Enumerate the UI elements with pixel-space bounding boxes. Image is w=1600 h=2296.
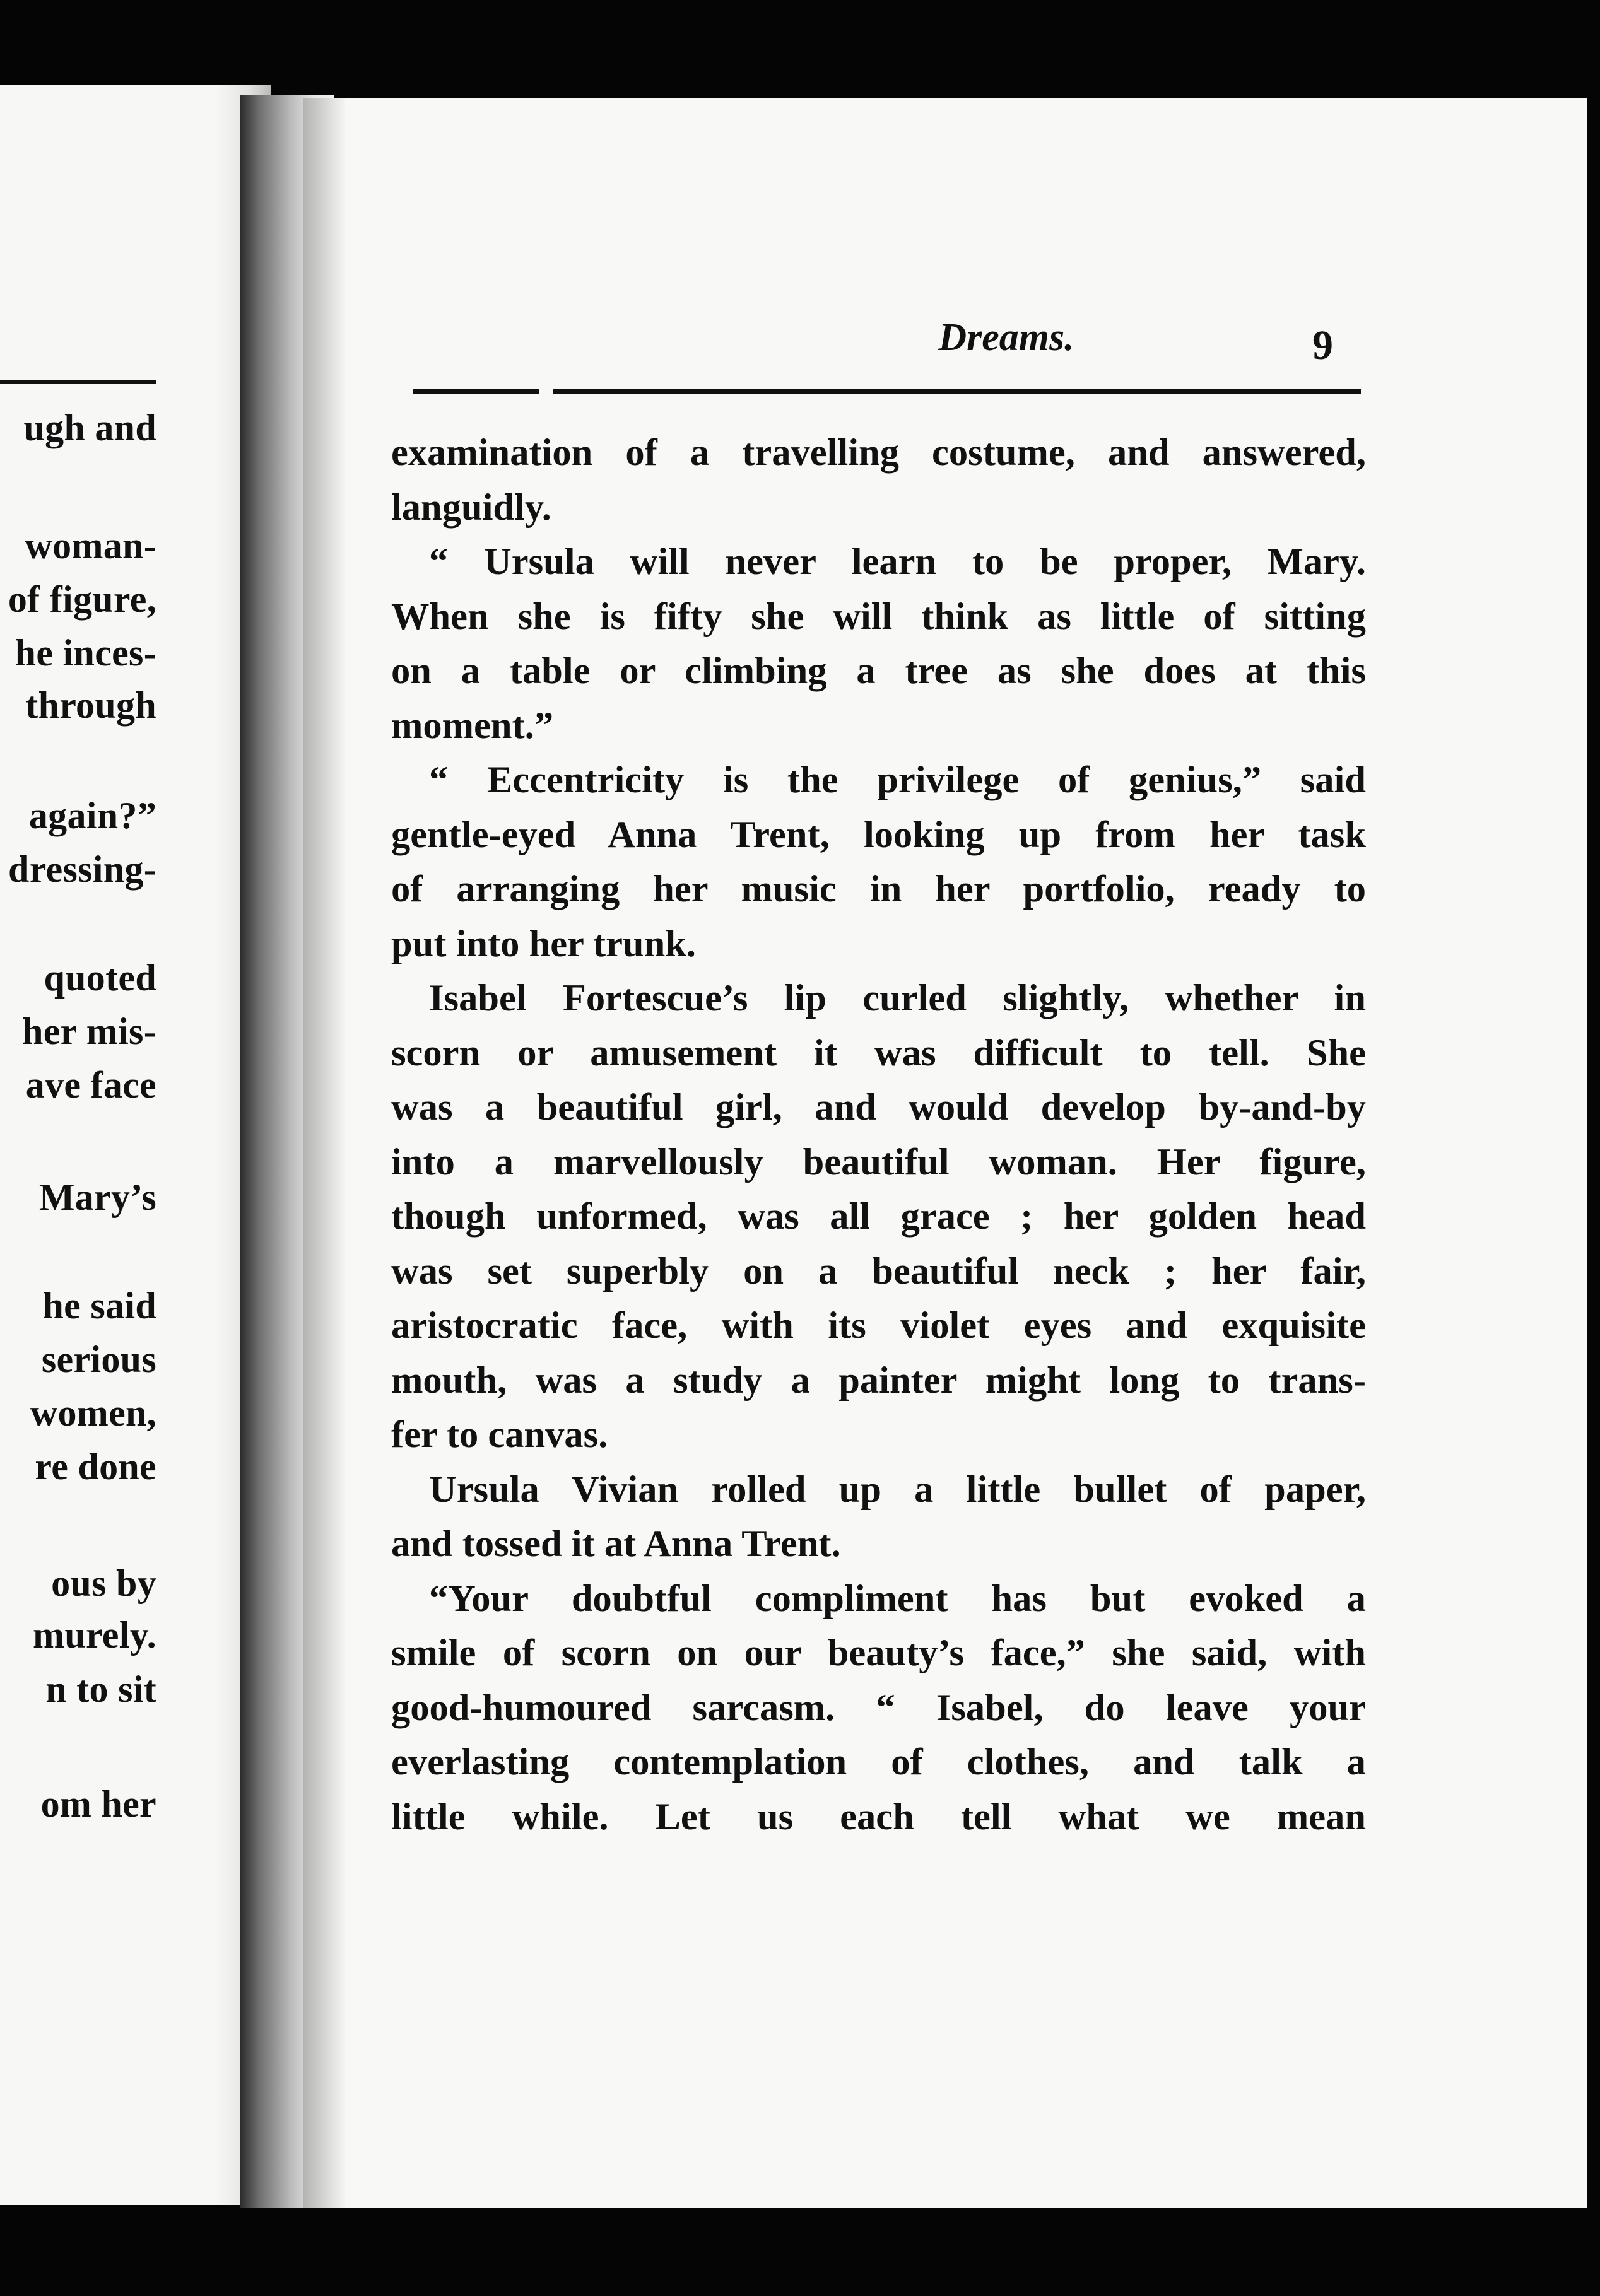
- left-page-line: he inces-: [15, 632, 156, 674]
- text-line: was set superbly on a beautiful neck ; her fair,: [391, 1250, 1366, 1292]
- text-line: smile of scorn on our beauty’s face,” she said, with: [391, 1632, 1366, 1674]
- text-line: of arranging her music in her portfolio, ready to: [391, 868, 1366, 910]
- left-page-line: women,: [30, 1392, 156, 1434]
- left-page-line: he said: [42, 1285, 156, 1327]
- left-page-line: woman-: [25, 525, 156, 566]
- left-page-line: quoted: [44, 957, 156, 999]
- text-line: “Your doubtful compliment has but evoked a: [429, 1577, 1366, 1620]
- text-line: everlasting contemplation of clothes, and talk a: [391, 1741, 1366, 1783]
- right-page: [303, 98, 1587, 2208]
- left-page-head-rule: [0, 380, 156, 384]
- text-line: and tossed it at Anna Trent.: [391, 1523, 841, 1565]
- left-page-line: ugh and: [23, 407, 156, 448]
- left-page-line: ave face: [25, 1064, 156, 1106]
- left-page-line: again?”: [28, 795, 156, 836]
- left-page-line: n to sit: [45, 1668, 156, 1710]
- text-line: languidly.: [391, 486, 551, 529]
- left-page-line: om her: [40, 1783, 156, 1825]
- text-line: Isabel Fortescue’s lip curled slightly, whether in: [429, 977, 1366, 1019]
- left-page-line: serious: [41, 1338, 156, 1380]
- text-line: “ Ursula will never learn to be proper, Mary.: [429, 541, 1366, 583]
- text-line: fer to canvas.: [391, 1414, 608, 1456]
- text-line: good-humoured sarcasm. “ Isabel, do leave your: [391, 1686, 1366, 1729]
- left-page-line: of figure,: [8, 578, 156, 620]
- text-line: aristocratic face, with its violet eyes and exquisite: [391, 1304, 1366, 1347]
- head-rule: [553, 389, 1361, 394]
- text-line: mouth, was a study a painter might long to trans-: [391, 1359, 1366, 1402]
- text-line: though unformed, was all grace ; her golden head: [391, 1195, 1366, 1238]
- text-line: moment.”: [391, 704, 554, 747]
- text-line: gentle-eyed Anna Trent, looking up from her task: [391, 813, 1366, 856]
- text-line: put into her trunk.: [391, 922, 696, 965]
- text-line: into a marvellously beautiful woman. Her figure,: [391, 1140, 1366, 1183]
- left-page-line: murely.: [33, 1614, 156, 1656]
- text-line: When she is fifty she will think as little of sitting: [391, 595, 1366, 638]
- left-page-line: dressing-: [8, 848, 156, 890]
- text-line: examination of a travelling costume, and answered,: [391, 431, 1366, 474]
- text-line: on a table or climbing a tree as she does at this: [391, 650, 1366, 692]
- running-head: Dreams.: [938, 316, 1074, 359]
- head-rule: [413, 389, 539, 394]
- left-page-line: re done: [35, 1446, 156, 1487]
- left-page-line: through: [25, 684, 156, 726]
- text-line: Ursula Vivian rolled up a little bullet of paper,: [429, 1468, 1366, 1511]
- text-line: scorn or amusement it was difficult to tell. She: [391, 1031, 1366, 1074]
- body-text: [391, 426, 1366, 1844]
- page-number: 9: [1312, 322, 1333, 368]
- left-page-line: her mis-: [22, 1010, 156, 1052]
- text-line: little while. Let us each tell what we mean: [391, 1795, 1366, 1838]
- text-line: was a beautiful girl, and would develop by-and-by: [391, 1086, 1366, 1128]
- left-page-line: ous by: [51, 1562, 156, 1604]
- left-page-line: Mary’s: [38, 1176, 156, 1218]
- text-line: “ Eccentricity is the privilege of genius,” said: [429, 759, 1366, 801]
- left-page: [0, 85, 271, 2205]
